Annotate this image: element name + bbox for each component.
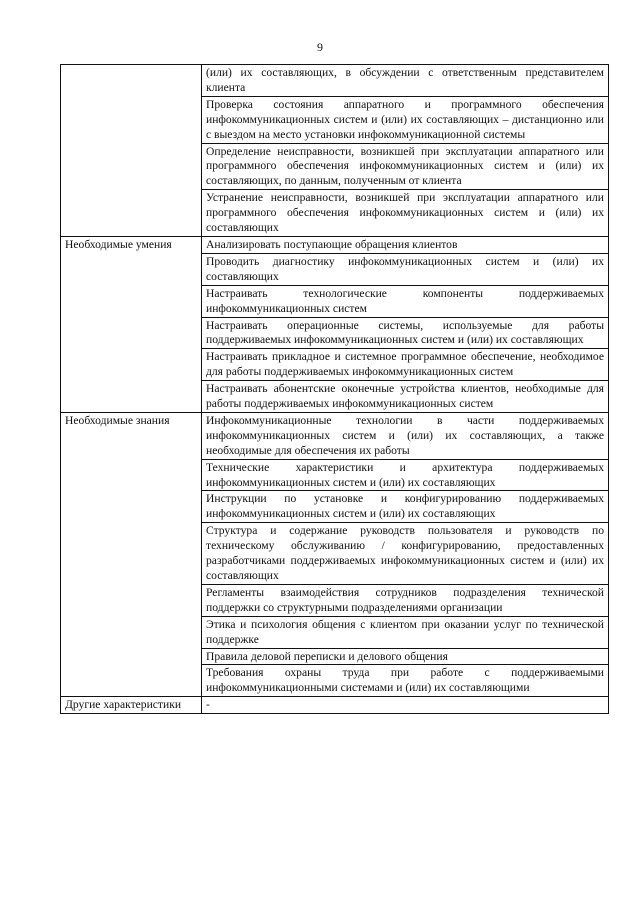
page-number: 9 — [317, 40, 323, 54]
row-group-label: Необходимые знания — [61, 412, 202, 696]
requirement-text: Настраивать технологические компоненты поддерживаемых инфокоммуникационных систем — [202, 285, 609, 317]
row-group-label: Другие характеристики — [61, 697, 202, 714]
requirement-text: Технические характеристики и архитектура поддерживаемых инфокоммуникационных систем и (или) их составляющих — [202, 459, 609, 491]
requirement-text: Структура и содержание руководств пользователя и руководств по техническому обслуживанию / конфигурированию, предоставленных разработчиками поддерживаемых инфокоммуникационных систем и (или) их составляющих — [202, 523, 609, 585]
requirement-text: Определение неисправности, возникшей при эксплуатации аппаратного или программного обеспечения инфокоммуникационных систем и (или) их составляющих, по данным, полученным от клиента — [202, 143, 609, 190]
table-row — [61, 697, 609, 714]
requirement-text: Этика и психология общения с клиентом при оказании услуг по технической поддержке — [202, 616, 609, 648]
requirement-text: Настраивать абонентские оконечные устройства клиентов, необходимые для работы поддерживаемых инфокоммуникационных систем — [202, 381, 609, 413]
row-group-label: Необходимые умения — [61, 236, 202, 412]
requirement-text: Настраивать прикладное и системное программное обеспечение, необходимое для работы поддерживаемых инфокоммуникационных систем — [202, 349, 609, 381]
qualification-table-body — [61, 65, 609, 714]
requirement-text: Проверка состояния аппаратного и программного обеспечения инфокоммуникационных систем и (или) их составляющих – дистанционно или с выездом на место установки инфокоммуникационной системы — [202, 96, 609, 143]
requirement-text: Регламенты взаимодействия сотрудников подразделения технической поддержки со структурными подразделениями организации — [202, 584, 609, 616]
qualification-table — [60, 64, 609, 714]
table-row — [61, 412, 609, 459]
requirement-text: Правила деловой переписки и делового общения — [202, 648, 609, 665]
requirement-text: Инфокоммуникационные технологии в части поддерживаемых инфокоммуникационных систем и (или) их составляющих, а также необходимые для обеспечения их работы — [202, 412, 609, 459]
table-row — [61, 236, 609, 253]
requirement-text: Требования охраны труда при работе с поддерживаемыми инфокоммуникационными системами и (или) их составляющими — [202, 665, 609, 697]
requirement-text: Инструкции по установке и конфигурированию поддерживаемых инфокоммуникационных систем и (или) их составляющих — [202, 491, 609, 523]
requirement-text: - — [202, 697, 609, 714]
requirement-text: (или) их составляющих, в обсуждении с ответственным представителем клиента — [202, 65, 609, 97]
row-group-label — [61, 65, 202, 237]
requirement-text: Настраивать операционные системы, используемые для работы поддерживаемых инфокоммуникационных систем и (или) их составляющих — [202, 317, 609, 349]
requirement-text: Устранение неисправности, возникшей при эксплуатации аппаратного или программного обеспечения инфокоммуникационных систем и (или) их составляющих — [202, 190, 609, 237]
table-row — [61, 65, 609, 97]
requirement-text: Проводить диагностику инфокоммуникационных систем и (или) их составляющих — [202, 253, 609, 285]
requirement-text: Анализировать поступающие обращения клиентов — [202, 236, 609, 253]
